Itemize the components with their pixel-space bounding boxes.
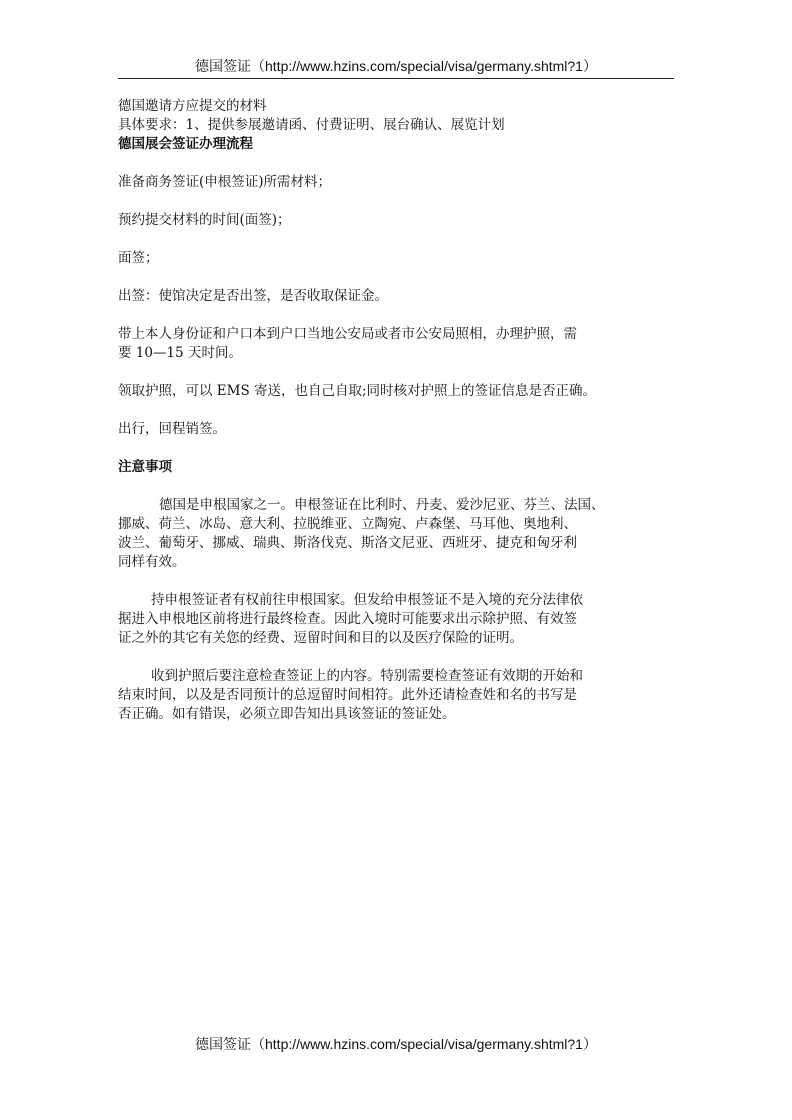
notes-heading: 注意事项 bbox=[118, 459, 172, 475]
notes-paragraph-1-wrap bbox=[118, 496, 678, 572]
notes-paragraph-2-wrap bbox=[118, 591, 678, 648]
document-body bbox=[118, 97, 678, 724]
step-interview: 面签； bbox=[118, 250, 159, 266]
notes-paragraph-3: 收到护照后要注意检查签证上的内容。特别需要检查签证有效期的开始和 结束时间，以及是否同预计的总逗留时间相符。此外还请检查姓和名的书写是 否正确。如有错误，必须立即告知出具该签证的签证处。 bbox=[118, 668, 583, 722]
page-header bbox=[118, 56, 674, 79]
intro-line-materials: 德国邀请方应提交的材料 bbox=[118, 98, 267, 114]
footer-url-link[interactable]: （http://www.hzins.com/special/visa/germany.shtml?1） bbox=[251, 1036, 597, 1052]
step-travel-return: 出行，回程销签。 bbox=[118, 421, 226, 437]
notes-paragraph-2: 持申根签证者有权前往申根国家。但发给申根签证不是入境的充分法律依 据进入申根地区前将进行最终检查。因此入境时可能要求出示除护照、有效签 证之外的其它有关您的经费、逗留时间和目的以及医疗保险的证明。 bbox=[118, 592, 583, 646]
header-url-link[interactable]: （http://www.hzins.com/special/visa/germany.shtml?1） bbox=[251, 58, 597, 74]
header-title: 德国签证 bbox=[195, 59, 251, 75]
step-prepare-materials: 准备商务签证(申根签证)所需材料； bbox=[118, 174, 332, 190]
footer-title: 德国签证 bbox=[195, 1037, 251, 1053]
notes-paragraph-1: 德国是申根国家之一。申根签证在比利时、丹麦、爱沙尼亚、芬兰、法国、 挪威、荷兰、冰岛、意大利、拉脱维亚、立陶宛、卢森堡、马耳他、奥地利、 波兰、葡萄牙、挪威、瑞典、斯洛伐克、斯洛文尼亚、西班牙、捷克和匈牙利 同样有效。 bbox=[118, 497, 605, 570]
step-apply-passport: 带上本人身份证和户口本到户口当地公安局或者市公安局照相，办理护照，需 要 10—15 天时间。 bbox=[118, 326, 577, 361]
step-visa-decision: 出签：使馆决定是否出签，是否收取保证金。 bbox=[118, 288, 388, 304]
step-collect-passport: 领取护照，可以 EMS 寄送，也自己自取;同时核对护照上的签证信息是否正确。 bbox=[118, 383, 597, 399]
step-book-appointment: 预约提交材料的时间(面签)； bbox=[118, 212, 291, 228]
notes-paragraph-3-wrap bbox=[118, 667, 678, 724]
intro-line-requirements: 具体要求：1、提供参展邀请函、付费证明、展台确认、展览计划 bbox=[118, 117, 505, 133]
page-footer bbox=[118, 1034, 674, 1055]
process-heading: 德国展会签证办理流程 bbox=[118, 136, 253, 152]
